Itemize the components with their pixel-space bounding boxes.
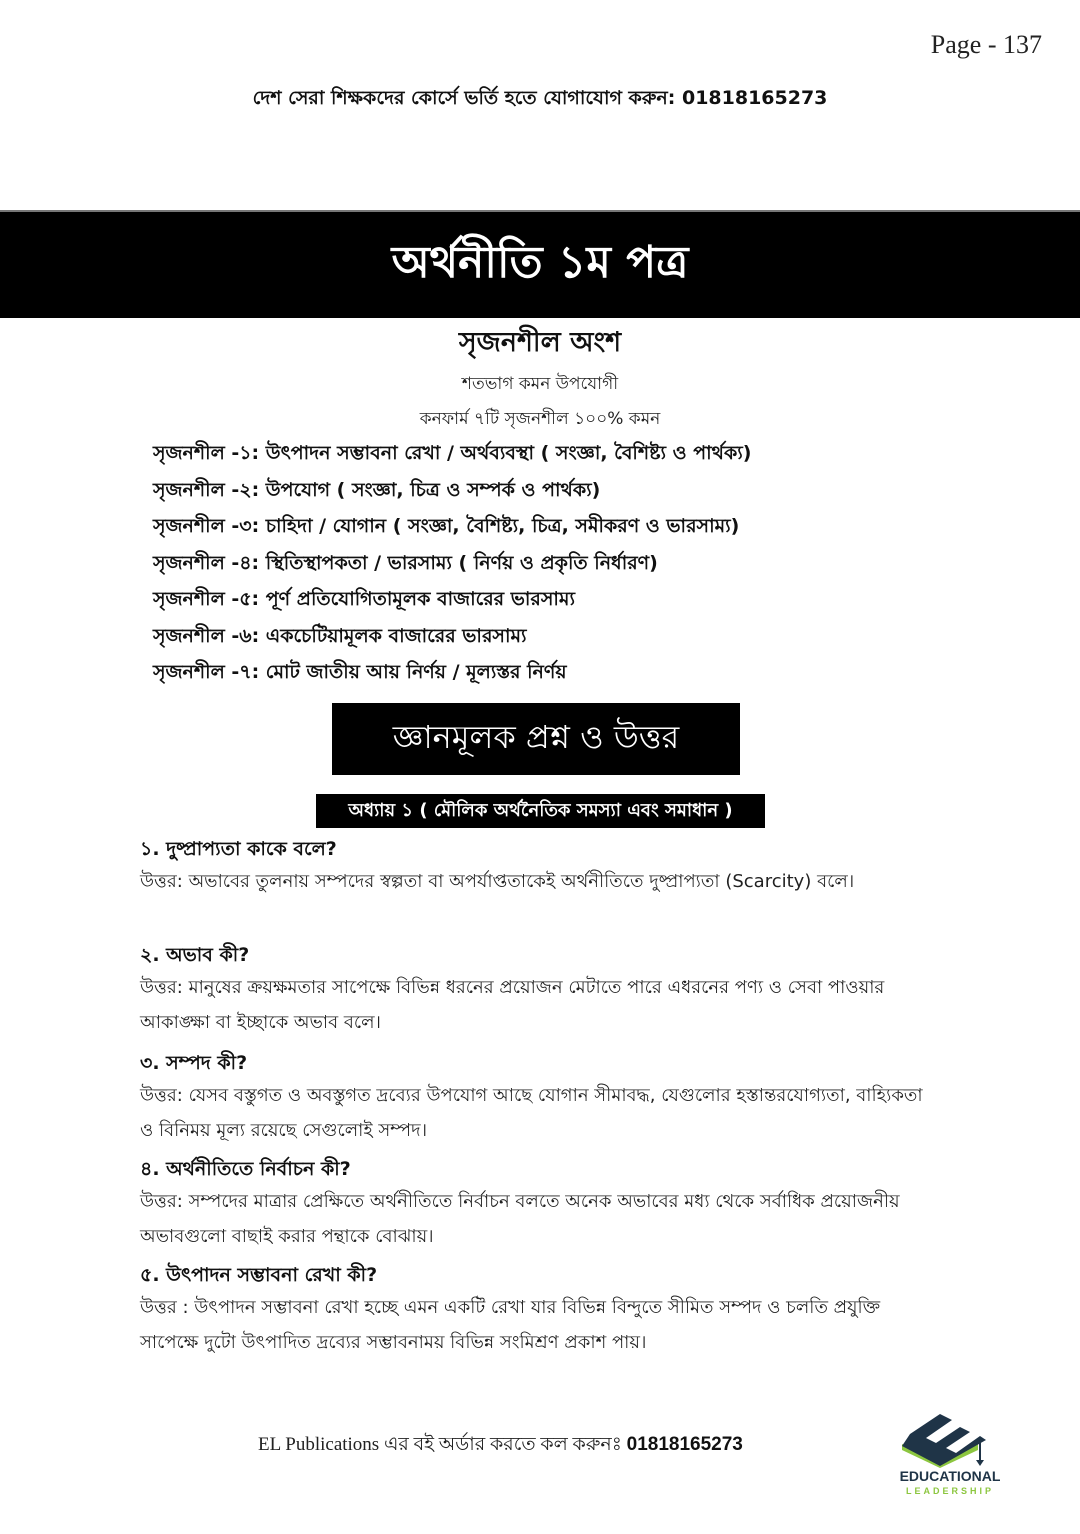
qa-item (140, 1154, 930, 1254)
footer-label: EL Publications এর বই অর্ডার করতে কল করুনঃ (258, 1434, 627, 1455)
knowledge-title: জ্ঞানমূলক প্রশ্ন ও উত্তর (392, 718, 680, 756)
promo-text: দেশ সেরা শিক্ষকদের কোর্সে ভর্তি হতে যোগাযোগ করুন: 01818165273 (252, 87, 828, 109)
question: ১. দুষ্প্রাপ্যতা কাকে বলে? (140, 838, 337, 860)
answer: উত্তর: মানুষের ক্রয়ক্ষমতার সাপেক্ষে বিভিন্ন ধরনের প্রয়োজন মেটাতে পারে এধরনের পণ্য ও সেবা পাওয়ার আকাঙ্ক্ষা বা ইচ্ছাকে অভাব বলে। (140, 977, 885, 1033)
creative-item: সৃজনশীল -৫: পূর্ণ প্রতিযোগিতামূলক বাজারের ভারসাম্য (153, 588, 575, 610)
answer: উত্তর: যেসব বস্তুগত ও অবস্তুগত দ্রব্যের উপযোগ আছে যোগান সীমাবদ্ধ, যেগুলোর হস্তান্তরযোগ্যতা, বাহ্যিকতা ও বিনিময় মূল্য রয়েছে সেগুলোই সম্পদ। (140, 1085, 923, 1141)
creative-subtitle-2: কনফার্ম ৭টি সৃজনশীল ১০০% কমন (419, 409, 661, 429)
page-title: অর্থনীতি ১ম পত্র (391, 236, 689, 288)
creative-list (153, 438, 751, 694)
answer: উত্তর : উৎপাদন সম্ভাবনা রেখা হচ্ছে এমন একটি রেখা যার বিভিন্ন বিন্দুতে সীমিত সম্পদ ও চলতি প্রযুক্তি সাপেক্ষে দুটো উৎপাদিত দ্রব্যের সম্ভাবনাময় বিভিন্ন সংমিশ্রণ প্রকাশ পায়। (140, 1297, 881, 1353)
question: ২. অভাব কী? (140, 944, 250, 966)
knowledge-section-heading (332, 703, 740, 775)
answer: উত্তর: সম্পদের মাত্রার প্রেক্ষিতে অর্থনীতিতে নির্বাচন বলতে অনেক অভাবের মধ্য থেকে সর্বাধিক প্রয়োজনীয় অভাবগুলো বাছাই করার পন্থাকে বোঝায়। (140, 1191, 900, 1247)
qa-item (140, 1260, 930, 1360)
logo-line-2: LEADERSHIP (905, 1486, 994, 1496)
creative-section-title: সৃজনশীল অংশ (458, 327, 622, 358)
creative-item: সৃজনশীল -৪: স্থিতিস্থাপকতা / ভারসাম্য ( নির্ণয় ও প্রকৃতি নির্ধারণ) (153, 551, 658, 574)
question: ৫. উৎপাদন সম্ভাবনা রেখা কী? (140, 1264, 378, 1286)
chapter-title: অধ্যায় ১ ( মৌলিক অর্থনৈতিক সমস্যা এবং সমাধান ) (348, 799, 733, 821)
question: ৪. অর্থনীতিতে নির্বাচন কী? (140, 1158, 351, 1180)
creative-item: সৃজনশীল -৭: মোট জাতীয় আয় নির্ণয় / মূল্যস্তর নির্ণয় (153, 661, 567, 683)
page-number: Page - 137 (930, 30, 1042, 59)
question: ৩. সম্পদ কী? (140, 1052, 248, 1074)
title-banner (0, 210, 1080, 318)
creative-item: সৃজনশীল -৩: চাহিদা / যোগান ( সংজ্ঞা, বৈশিষ্ট্য, চিত্র, সমীকরণ ও ভারসাম্য) (153, 515, 740, 537)
creative-item: সৃজনশীল -১: উৎপাদন সম্ভাবনা রেখা / অর্থব্যবস্থা ( সংজ্ঞা, বৈশিষ্ট্য ও পার্থক্য) (153, 442, 752, 464)
footer-order-text (258, 1430, 743, 1462)
chapter-heading (316, 794, 765, 828)
creative-item: সৃজনশীল -৬: একচেটিয়ামূলক বাজারের ভারসাম্য (153, 624, 527, 647)
creative-subtitle-1: শতভাগ কমন উপযোগী (461, 374, 619, 394)
qa-item (140, 940, 930, 1040)
answer: উত্তর: অভাবের তুলনায় সম্পদের স্বল্পতা বা অপর্যাপ্ততাকেই অর্থনীতিতে দুষ্প্রাপ্যতা (Scarcity) বলে। (140, 871, 855, 892)
qa-item (140, 1048, 930, 1148)
educational-leadership-logo (890, 1410, 1010, 1510)
creative-item: সৃজনশীল -২: উপযোগ ( সংজ্ঞা, চিত্র ও সম্পর্ক ও পার্থক্য) (153, 478, 601, 501)
graduation-cap-e-icon (890, 1410, 1010, 1468)
qa-item (140, 834, 930, 899)
logo-line-1: EDUCATIONAL (899, 1468, 1001, 1484)
footer-phone: 01818165273 (626, 1434, 743, 1455)
